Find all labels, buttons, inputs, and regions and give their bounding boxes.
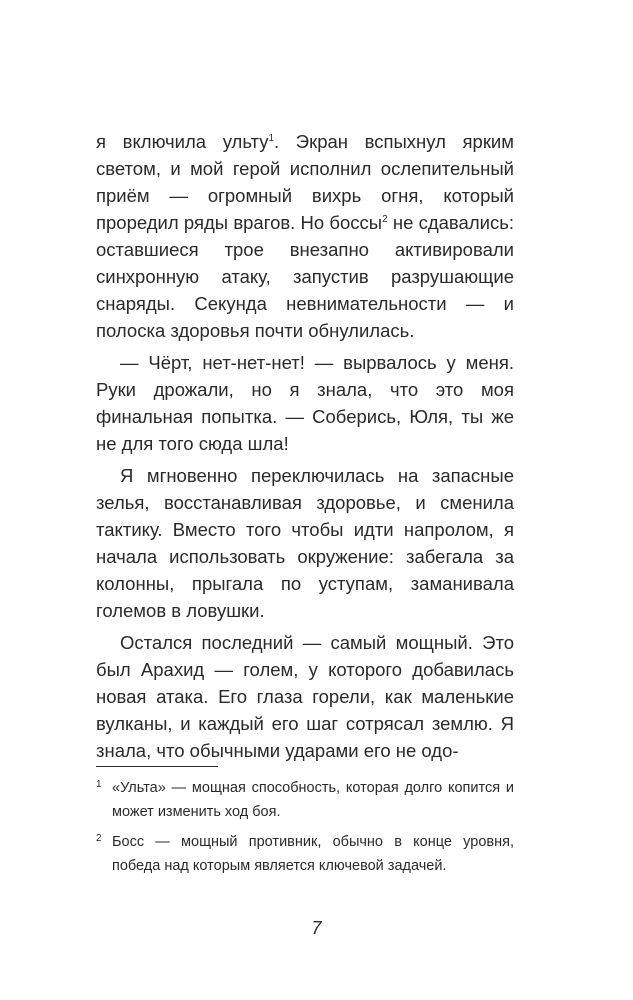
- footnote-ref-1[interactable]: 1: [268, 132, 275, 144]
- footnote-1-mark: 1: [96, 779, 102, 790]
- footnote-ref-2[interactable]: 2: [382, 213, 388, 225]
- paragraph-1-middle: . Экран вспыхнул ярким светом, и мой герой исполнил ослепительный приём — огромный вихрь огня, который проредил ряды врагов. Но боссы: [96, 131, 514, 233]
- paragraph-4: Остался последний — самый мощный. Это был Арахид — голем, у которого добавилась новая атака. Его глаза горели, как маленькие вулканы, и каждый его шаг сотрясал землю. Я знала, что обычными ударами его не одо-: [96, 632, 514, 761]
- footnote-2-mark: 2: [96, 833, 102, 844]
- footnote-divider: [96, 766, 218, 767]
- paragraph-3: Я мгновенно переключилась на запасные зелья, восстанавливая здоровье, и сменила тактику. Вместо того чтобы идти напролом, я начала использовать окружение: забегала за колонны, прыгала по уступам, заманивала големов в ловушки.: [96, 465, 514, 621]
- footnote-2: [96, 830, 514, 878]
- page-number: 7: [311, 918, 322, 938]
- footnote-1: [96, 776, 514, 824]
- paragraph-1: [96, 128, 514, 344]
- footnotes: [96, 776, 514, 884]
- paragraph-1-end: не сдавались: оставшиеся трое внезапно активировали синхронную атаку, запустив разрушающие снаряды. Секунда невнимательности — и полоска здоровья почти обнулилась.: [96, 212, 514, 341]
- footnote-1-text: «Ульта» — мощная способность, которая долго копится и может изменить ход боя.: [112, 780, 514, 820]
- paragraph-2: — Чёрт, нет-нет-нет! — вырвалось у меня. Руки дрожали, но я знала, что это моя финальная попытка. — Соберись, Юля, ты же не для того сюда шла!: [96, 352, 514, 454]
- paragraph-1-start: я включила ульту: [96, 131, 269, 152]
- footnote-2-text: Босс — мощный противник, обычно в конце уровня, победа над которым является ключевой задачей.: [112, 834, 514, 874]
- main-text: [96, 128, 514, 769]
